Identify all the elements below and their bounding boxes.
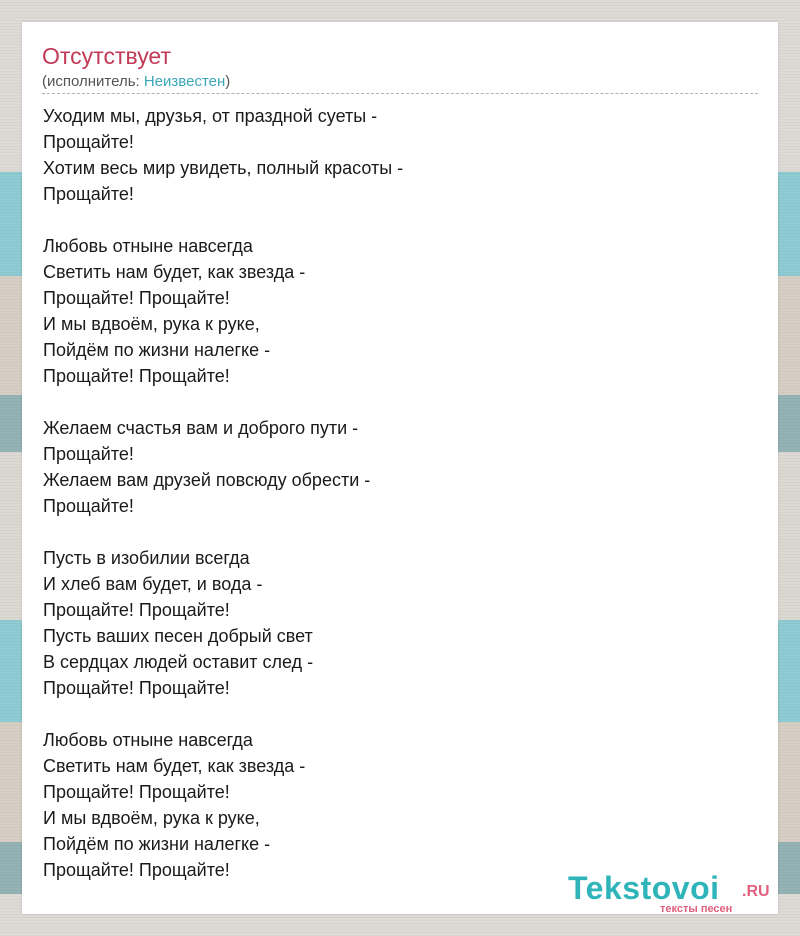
site-logo[interactable] bbox=[568, 870, 778, 914]
song-title: Отсутствует bbox=[42, 43, 171, 69]
lyrics-card bbox=[22, 22, 778, 914]
logo-domain: .RU bbox=[742, 883, 770, 900]
artist-link[interactable]: Неизвестен bbox=[143, 73, 226, 90]
divider bbox=[42, 93, 758, 94]
artist-suffix: ) bbox=[225, 73, 231, 90]
artist-line bbox=[42, 73, 230, 91]
logo-tagline: тексты песен bbox=[660, 903, 733, 915]
lyrics-text: Уходим мы, друзья, от праздной суеты - Прощайте! Хотим весь мир увидеть, полный красоты - Прощайте! Любовь отныне навсегда Светить нам будет, как звезда - Прощайте! Прощайте! И мы вдвоём, рука к руке, Пойдём по жизни налегке - Прощайте! Прощайте! Желаем счастья вам и доброго пути - Прощайте! Желаем вам друзей повсюду обрести - Прощайте! Пусть в изобилии всегда И хлеб вам будет, и вода - Прощайте! Прощайте! Пусть ваших песен добрый свет В сердцах людей оставит след - Прощайте! Прощайте! Любовь отныне навсегда Светить нам будет, как звезда - Прощайте! Прощайте! И мы вдвоём, рука к руке, Пойдём по жизни налегке - Прощайте! Прощайте! bbox=[43, 106, 404, 880]
logo-name: Tekstovoi bbox=[568, 870, 720, 906]
artist-prefix: (исполнитель: bbox=[42, 73, 144, 90]
